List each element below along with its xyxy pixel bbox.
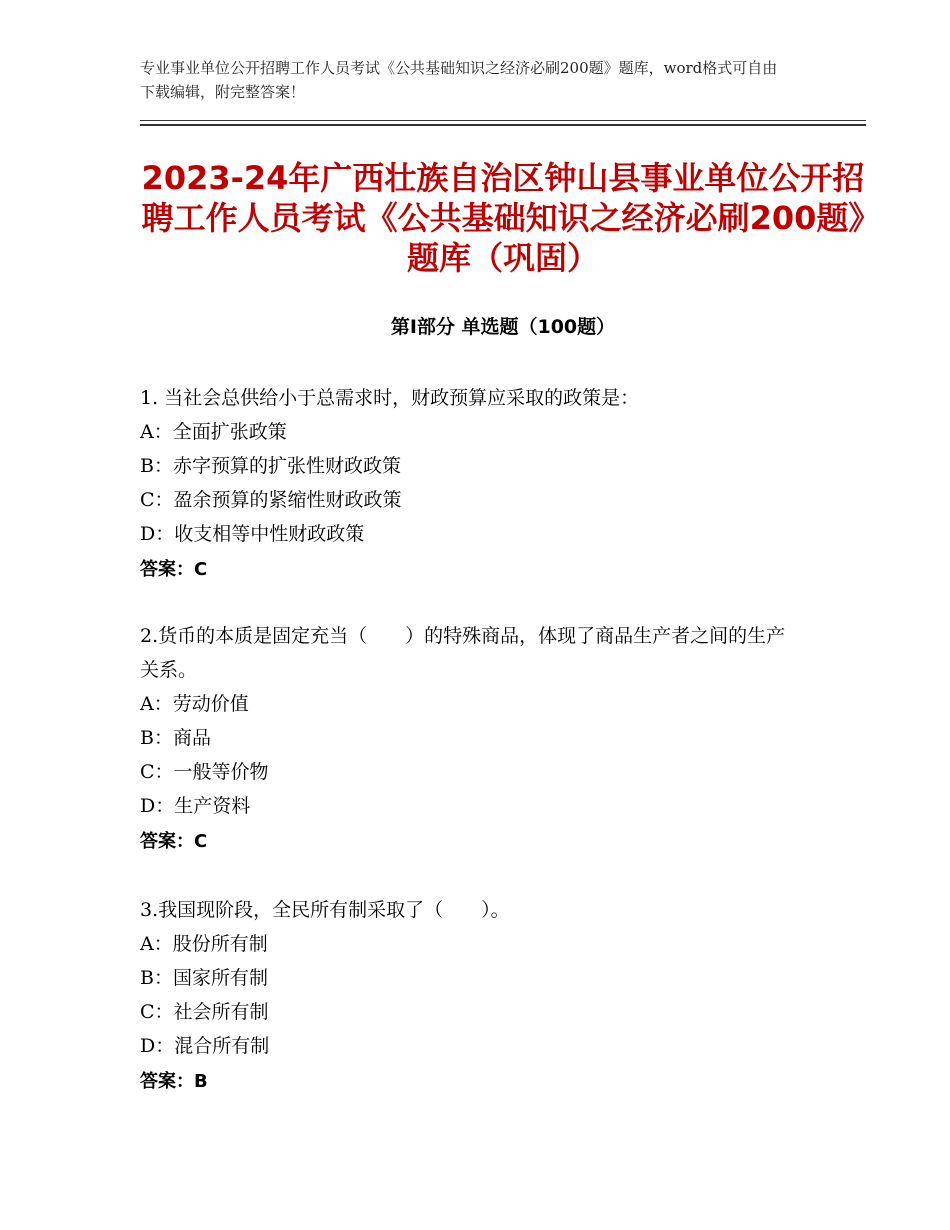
option-c: C：社会所有制 xyxy=(140,1001,269,1023)
option-b: B：赤字预算的扩张性财政政策 xyxy=(140,455,401,477)
option-a: A：全面扩张政策 xyxy=(140,421,287,443)
option-d: D：收支相等中性财政政策 xyxy=(140,523,365,545)
question-stem: 1. 当社会总供给小于总需求时，财政预算应采取的政策是： xyxy=(140,387,640,409)
header-divider-thick xyxy=(140,124,866,126)
option-b: B：国家所有制 xyxy=(140,967,268,989)
option-a: A：劳动价值 xyxy=(140,693,249,715)
question-3 xyxy=(140,893,800,1099)
option-d: D：混合所有制 xyxy=(140,1035,270,1057)
option-b: B：商品 xyxy=(140,727,211,749)
header-divider-thin xyxy=(140,120,866,121)
answer: 答案：B xyxy=(140,1071,208,1092)
option-c: C：盈余预算的紧缩性财政政策 xyxy=(140,489,402,511)
header-note: 专业事业单位公开招聘工作人员考试《公共基础知识之经济必刷200题》题库，word格式可自由下载编辑，附完整答案！ xyxy=(140,59,778,101)
question-2 xyxy=(140,619,800,859)
answer: 答案：C xyxy=(140,831,208,852)
section-heading: 第Ⅰ部分 单选题（100题） xyxy=(390,316,616,338)
option-c: C：一般等价物 xyxy=(140,761,269,783)
document-title: 2023-24年广西壮族自治区钟山县事业单位公开招聘工作人员考试《公共基础知识之经济必刷200题》题库（巩固） xyxy=(141,159,865,277)
question-stem: 3.我国现阶段，全民所有制采取了（ ）。 xyxy=(140,899,510,921)
option-a: A：股份所有制 xyxy=(140,933,268,955)
question-stem: 2.货币的本质是固定充当（ ）的特殊商品，体现了商品生产者之间的生产关系。 xyxy=(140,625,786,681)
answer: 答案：C xyxy=(140,559,208,580)
option-d: D：生产资料 xyxy=(140,795,251,817)
question-1 xyxy=(140,381,800,587)
